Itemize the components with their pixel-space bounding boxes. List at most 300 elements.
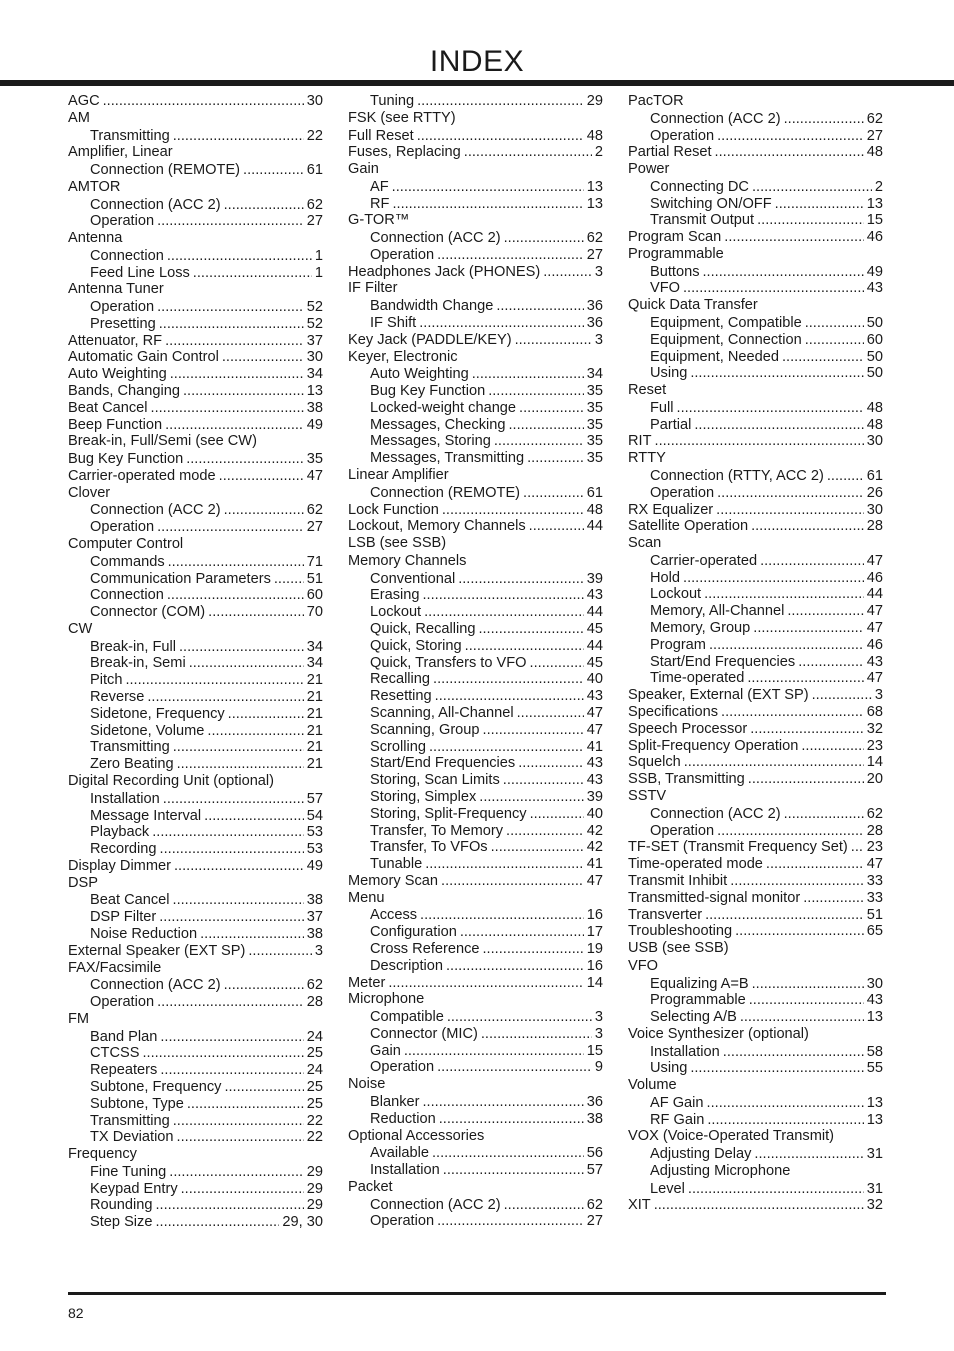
entry-label: Operation: [90, 213, 155, 230]
dot-leader: [439, 1111, 584, 1128]
page-reference: 40: [586, 805, 603, 822]
entry-label: Connection (ACC 2): [90, 196, 221, 213]
index-heading: Antenna Tuner: [68, 281, 164, 298]
dot-leader: [654, 1197, 864, 1214]
page-reference: 38: [306, 926, 323, 943]
dot-leader: [103, 93, 304, 110]
entry-label: Using: [650, 1060, 688, 1077]
page-reference: 28: [306, 994, 323, 1011]
dot-leader: [460, 924, 584, 941]
index-subentry: [68, 655, 323, 672]
page-reference: 62: [866, 110, 883, 127]
page-reference: 27: [866, 127, 883, 144]
index-subentry: [348, 671, 603, 688]
dot-leader: [433, 671, 584, 688]
entry-label: VFO: [650, 280, 680, 297]
index-subentry: [348, 1145, 603, 1162]
index-heading: Keyer, Electronic: [348, 348, 458, 365]
index-subentry: [348, 485, 603, 502]
entry-label: Compatible: [370, 1009, 444, 1026]
index-subentry: [628, 992, 883, 1009]
page-reference: 29: [586, 93, 603, 109]
index-entry: [348, 264, 603, 281]
index-heading: Microphone: [348, 991, 425, 1008]
dot-leader: [248, 943, 312, 960]
page-reference: 43: [586, 755, 603, 772]
page-reference: 49: [866, 263, 883, 280]
entry-label: Programmable: [650, 992, 746, 1009]
entry-label: Squelch: [628, 754, 681, 771]
entry-label: Installation: [370, 1162, 440, 1179]
page-reference: 34: [306, 655, 323, 672]
page-reference: 35: [586, 450, 603, 467]
dot-leader: [488, 383, 584, 400]
page-reference: 41: [586, 856, 603, 873]
entry-label: IF Shift: [370, 314, 417, 331]
index-entry: [628, 873, 883, 890]
page-reference: 34: [306, 638, 323, 655]
index-subentry: [348, 839, 603, 856]
index-subentry: [348, 1009, 603, 1026]
entry-label: Operation: [90, 994, 155, 1011]
dot-leader: [222, 349, 304, 366]
dot-leader: [159, 909, 304, 926]
entry-label: Quick, Transfers to VFO: [370, 654, 527, 671]
dot-leader: [709, 637, 864, 654]
page-reference: 49: [306, 416, 323, 433]
dot-leader: [705, 907, 864, 924]
index-heading: SSTV: [628, 788, 667, 805]
page-reference: 49: [306, 857, 323, 874]
entry-label: Start/End Frequencies: [650, 653, 796, 670]
index-subentry: [348, 722, 603, 739]
index-subentry: [628, 976, 883, 993]
entry-label: Key Jack (PADDLE/KEY): [348, 331, 512, 348]
page-reference: 30: [306, 93, 323, 109]
entry-label: Start/End Frequencies: [370, 755, 516, 772]
index-heading: Menu: [348, 889, 385, 906]
page-reference: 62: [586, 1196, 603, 1213]
dot-leader: [177, 756, 304, 773]
index-heading: Linear Amplifier: [348, 467, 449, 484]
index-subentry: [68, 502, 323, 519]
dot-leader: [420, 907, 584, 924]
entry-label: Troubleshooting: [628, 923, 733, 940]
index-entry: [628, 144, 883, 161]
dot-leader: [684, 754, 864, 771]
entry-label: RIT: [628, 433, 652, 450]
index-subentry: [628, 365, 883, 382]
entry-label: Tunable: [370, 856, 423, 873]
page-reference: 22: [306, 1112, 323, 1129]
index-subentry: [348, 196, 603, 213]
dot-leader: [435, 688, 584, 705]
dot-leader: [683, 570, 864, 587]
page-reference: 45: [586, 620, 603, 637]
index-subentry: [628, 400, 883, 417]
dot-leader: [167, 248, 312, 265]
index-subentry: [628, 620, 883, 637]
dot-leader: [208, 604, 304, 621]
dot-leader: [730, 873, 864, 890]
entry-label: Blanker: [370, 1093, 420, 1110]
dot-leader: [479, 789, 584, 806]
index-subentry: [348, 755, 603, 772]
entry-label: XIT: [628, 1197, 651, 1214]
page-reference: 48: [586, 501, 603, 518]
dot-leader: [543, 264, 592, 281]
index-subentry: [68, 265, 323, 282]
index-subentry: [348, 1059, 603, 1076]
page-reference: 13: [866, 195, 883, 212]
page-reference: 43: [866, 280, 883, 297]
index-entry: [628, 502, 883, 519]
dot-leader: [530, 806, 584, 823]
page-reference: 28: [866, 518, 883, 535]
page-reference: 53: [306, 841, 323, 858]
entry-label: Split-Frequency Operation: [628, 737, 799, 754]
index-heading: AMTOR: [68, 178, 121, 195]
entry-label: Transfer, To Memory: [370, 822, 504, 839]
index-heading: Amplifier, Linear: [68, 144, 173, 161]
index-entry: [348, 518, 603, 535]
entry-label: Attenuator, RF: [68, 332, 163, 349]
page-reference: 13: [586, 195, 603, 212]
page-reference: 3: [314, 942, 323, 959]
dot-leader: [163, 791, 304, 808]
index-subentry: [628, 603, 883, 620]
page-reference: 35: [306, 451, 323, 468]
index-subentry: [68, 162, 323, 179]
entry-label: Lockout, Memory Channels: [348, 518, 526, 535]
dot-leader: [174, 858, 304, 875]
dot-leader: [179, 639, 304, 656]
index-subentry: [68, 977, 323, 994]
entry-label: Storing, Split-Frequency: [370, 805, 527, 822]
index-subentry: [68, 213, 323, 230]
index-subentry: [68, 689, 323, 706]
page-reference: 3: [594, 1025, 603, 1042]
index-subentry: [68, 571, 323, 588]
dot-leader: [707, 1095, 864, 1112]
entry-label: Pitch: [90, 672, 123, 689]
dot-leader: [147, 689, 303, 706]
entry-label: AGC: [68, 93, 100, 109]
entry-label: Buttons: [650, 263, 700, 280]
page-reference: 44: [866, 586, 883, 603]
entry-label: Beat Cancel: [68, 399, 148, 416]
page-reference: 62: [586, 230, 603, 247]
index-subentry: [68, 554, 323, 571]
entry-label: Lock Function: [348, 501, 439, 518]
entry-label: Operation: [90, 519, 155, 536]
index-heading: Volume: [628, 1077, 677, 1094]
page-reference: 29: [306, 1197, 323, 1214]
index-subentry: [348, 958, 603, 975]
entry-label: Operation: [370, 1213, 435, 1230]
page-reference: 16: [586, 907, 603, 924]
dot-leader: [224, 977, 304, 994]
index-entry: [628, 771, 883, 788]
entry-label: Quick, Recalling: [370, 620, 476, 637]
entry-label: Equipment, Connection: [650, 331, 802, 348]
page-reference: 27: [306, 519, 323, 536]
page-reference: 35: [586, 433, 603, 450]
index-subentry: [628, 349, 883, 366]
entry-label: Transmitting: [90, 127, 170, 144]
index-subentry: [68, 1079, 323, 1096]
entry-label: Communication Parameters: [90, 570, 271, 587]
dot-leader: [443, 1162, 584, 1179]
page-reference: 43: [866, 653, 883, 670]
page-reference: 39: [586, 788, 603, 805]
page-reference: 50: [866, 314, 883, 331]
page-reference: 31: [866, 1180, 883, 1197]
index-subentry: [628, 1044, 883, 1061]
dot-leader: [170, 366, 304, 383]
index-heading: FSK (see RTTY): [348, 109, 456, 126]
index-subentry: [628, 315, 883, 332]
index-heading: Clover: [68, 484, 111, 501]
index-entry: [68, 333, 323, 350]
dot-leader: [187, 1096, 304, 1113]
entry-label: Band Plan: [90, 1028, 158, 1045]
page-reference: 13: [866, 1009, 883, 1026]
page-reference: 47: [866, 856, 883, 873]
index-heading: Programmable: [628, 245, 724, 262]
entry-label: TF-SET (Transmit Frequency Set): [628, 839, 848, 856]
page-reference: 37: [306, 332, 323, 349]
page-reference: 60: [866, 331, 883, 348]
index-entry: [628, 890, 883, 907]
index-heading: Scan: [628, 535, 662, 552]
entry-label: Bug Key Function: [370, 383, 486, 400]
index-subentry: [68, 1129, 323, 1146]
entry-label: Switching ON/OFF: [650, 195, 772, 212]
dot-leader: [173, 128, 304, 145]
index-subentry: [628, 417, 883, 434]
dot-leader: [157, 213, 304, 230]
index-entry: [628, 839, 883, 856]
page-reference: 47: [586, 872, 603, 889]
index-subentry: [68, 587, 323, 604]
index-subentry: [628, 468, 883, 485]
page-reference: 22: [306, 1129, 323, 1146]
entry-label: Connection (REMOTE): [370, 484, 521, 501]
page-reference: 33: [866, 889, 883, 906]
index-heading: Digital Recording Unit (optional): [68, 773, 275, 790]
page-reference: 62: [306, 196, 323, 213]
index-entry: [628, 856, 883, 873]
entry-label: Connection: [90, 587, 164, 604]
index-subentry: [68, 248, 323, 265]
page-reference: 36: [586, 298, 603, 315]
index-subentry: [348, 179, 603, 196]
entry-label: Zero Beating: [90, 756, 174, 773]
index-entry: [68, 417, 323, 434]
entry-label: Automatic Gain Control: [68, 349, 219, 366]
index-entry: [348, 144, 603, 161]
index-heading: FM: [68, 1010, 90, 1027]
index-heading: Packet: [348, 1178, 393, 1195]
index-subentry: [628, 485, 883, 502]
index-subentry: [68, 519, 323, 536]
dot-leader: [655, 433, 864, 450]
page-reference: 70: [306, 604, 323, 621]
entry-label: Operation: [650, 484, 715, 501]
page-reference: 57: [306, 790, 323, 807]
index-entry: [348, 975, 603, 992]
index-subentry: [348, 587, 603, 604]
page-reference: 58: [866, 1043, 883, 1060]
page-reference: 43: [586, 688, 603, 705]
index-subentry: [348, 739, 603, 756]
index-subentry: [68, 1197, 323, 1214]
dot-leader: [527, 450, 584, 467]
index-subentry: [628, 128, 883, 145]
page-reference: 52: [306, 315, 323, 332]
page-reference: 27: [306, 213, 323, 230]
dot-leader: [801, 738, 863, 755]
dot-leader: [787, 603, 863, 620]
header-rule: [0, 80, 954, 86]
entry-label: Rounding: [90, 1197, 153, 1214]
index-subentry: [348, 705, 603, 722]
entry-label: CTCSS: [90, 1045, 140, 1062]
index-subentry: [348, 1026, 603, 1043]
dot-leader: [183, 383, 304, 400]
entry-label: Connection (ACC 2): [90, 502, 221, 519]
page-reference: 3: [874, 687, 883, 704]
page-reference: 41: [586, 738, 603, 755]
entry-label: Break-in, Full: [90, 638, 176, 655]
index-subentry: [348, 230, 603, 247]
page-reference: 46: [866, 569, 883, 586]
page-reference: 52: [306, 299, 323, 316]
entry-label: Commands: [90, 553, 165, 570]
entry-label: Time-operated mode: [628, 856, 763, 873]
entry-label: Speaker, External (EXT SP): [628, 687, 809, 704]
dot-leader: [717, 485, 864, 502]
page-reference: 47: [586, 704, 603, 721]
page-reference: 43: [866, 992, 883, 1009]
dot-leader: [167, 587, 304, 604]
page-reference: 37: [306, 909, 323, 926]
entry-label: Memory, All-Channel: [650, 603, 785, 620]
dot-leader: [752, 179, 872, 196]
index-subentry: [68, 299, 323, 316]
dot-leader: [481, 1026, 592, 1043]
dot-leader: [159, 316, 304, 333]
index-subentry: [68, 672, 323, 689]
page-reference: 20: [866, 771, 883, 788]
page-reference: 26: [866, 484, 883, 501]
dot-leader: [186, 451, 304, 468]
entry-label: Sidetone, Volume: [90, 722, 205, 739]
page-reference: 36: [586, 314, 603, 331]
index-entry: [68, 383, 323, 400]
page-reference: 48: [866, 416, 883, 433]
entry-label: Headphones Jack (PHONES): [348, 263, 541, 280]
dot-leader: [157, 994, 304, 1011]
page-reference: 61: [306, 162, 323, 178]
dot-leader: [200, 926, 304, 943]
entry-label: Installation: [90, 790, 160, 807]
entry-label: Bug Key Function: [68, 451, 184, 468]
entry-label: Reverse: [90, 689, 145, 706]
index-subentry: [68, 639, 323, 656]
index-entry: [68, 943, 323, 960]
page-reference: 25: [306, 1045, 323, 1062]
page-reference: 38: [586, 1110, 603, 1127]
entry-label: Access: [370, 907, 418, 924]
dot-leader: [464, 144, 592, 161]
page-reference: 47: [866, 603, 883, 620]
dot-leader: [506, 823, 584, 840]
index-subentry: [628, 1095, 883, 1112]
entry-label: Tuning: [370, 93, 415, 109]
entry-label: Carrier-operated mode: [68, 467, 216, 484]
dot-leader: [157, 299, 304, 316]
page-reference: 25: [306, 1079, 323, 1095]
index-subentry: [348, 638, 603, 655]
entry-label: Connecting DC: [650, 178, 749, 195]
dot-leader: [224, 502, 304, 519]
index-heading: RTTY: [628, 450, 666, 467]
entry-label: Storing, Scan Limits: [370, 772, 500, 789]
page-number: 82: [68, 1305, 84, 1321]
entry-label: Message Interval: [90, 807, 202, 824]
dot-leader: [812, 687, 872, 704]
dot-leader: [446, 958, 584, 975]
index-subentry: [348, 571, 603, 588]
index-subentry: [628, 654, 883, 671]
index-subentry: [68, 909, 323, 926]
page-reference: 60: [306, 587, 323, 604]
page-reference: 46: [866, 636, 883, 653]
entry-label: Presetting: [90, 315, 156, 332]
index-subentry: [68, 1062, 323, 1079]
index-subentry: [628, 570, 883, 587]
page-reference: 48: [586, 127, 603, 144]
entry-label: RX Equalizer: [628, 501, 714, 518]
page-reference: 43: [586, 772, 603, 789]
entry-label: Installation: [650, 1043, 720, 1060]
dot-leader: [784, 111, 864, 128]
dot-leader: [165, 417, 304, 434]
page-reference: 29, 30: [282, 1214, 323, 1231]
index-subentry: [348, 823, 603, 840]
dot-leader: [478, 621, 583, 638]
page-reference: 31: [866, 1146, 883, 1163]
dot-leader: [690, 1060, 863, 1077]
index-entry: [348, 332, 603, 349]
dot-leader: [125, 672, 303, 689]
entry-label: Program Scan: [628, 229, 722, 246]
dot-leader: [224, 1079, 303, 1096]
entry-label: Full Reset: [348, 127, 414, 144]
dot-leader: [677, 400, 864, 417]
dot-leader: [798, 654, 864, 671]
index-subentry: [628, 806, 883, 823]
entry-label: Locked-weight change: [370, 399, 517, 416]
dot-leader: [782, 349, 864, 366]
index-heading: Gain: [348, 161, 379, 178]
entry-label: Satellite Operation: [628, 518, 749, 535]
dot-leader: [181, 1181, 304, 1198]
dot-leader: [754, 1146, 863, 1163]
index-subentry: [68, 1164, 323, 1181]
